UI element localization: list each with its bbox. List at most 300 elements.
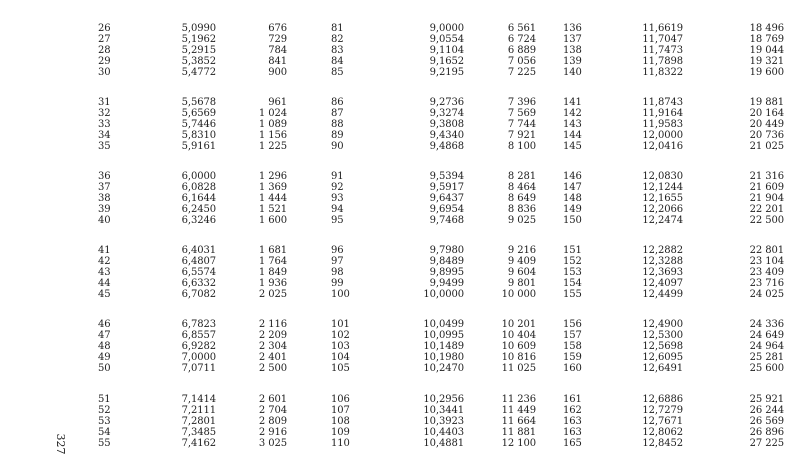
n-cell: 95 (331, 215, 344, 226)
n-cell: 107 (331, 405, 350, 416)
sqrt-cell: 6,4031 (181, 245, 216, 256)
square-cell: 1 600 (258, 215, 287, 226)
sqrt-cell: 7,0711 (181, 363, 216, 374)
n-cell: 156 (563, 319, 582, 330)
n-cell: 157 (563, 330, 582, 341)
square-cell: 24 964 (749, 341, 784, 352)
n-cell: 51 (98, 394, 111, 405)
square-cell: 23 104 (749, 256, 784, 267)
square-cell: 6 724 (507, 34, 536, 45)
sqrt-cell: 9,3274 (429, 108, 464, 119)
sqrt-cell: 6,0000 (181, 171, 216, 182)
square-cell: 7 921 (507, 130, 536, 141)
n-cell: 54 (98, 427, 111, 438)
square-cell: 7 396 (507, 97, 536, 108)
table-row (0, 278, 798, 289)
square-cell: 8 100 (507, 141, 536, 152)
square-cell: 25 921 (749, 394, 784, 405)
square-cell: 676 (268, 23, 287, 34)
sqrt-cell: 12,2882 (642, 245, 683, 256)
n-cell: 93 (331, 193, 344, 204)
sqrt-cell: 12,0416 (642, 141, 683, 152)
sqrt-cell: 12,2066 (642, 204, 683, 215)
sqrt-cell: 9,1652 (429, 56, 464, 67)
sqrt-cell: 6,3246 (181, 215, 216, 226)
n-cell: 162 (563, 405, 582, 416)
table-row (0, 245, 798, 256)
sqrt-cell: 6,1644 (181, 193, 216, 204)
n-cell: 31 (98, 97, 111, 108)
square-cell: 21 316 (749, 171, 784, 182)
n-cell: 82 (331, 34, 344, 45)
square-cell: 18 496 (749, 23, 784, 34)
sqrt-cell: 12,4900 (642, 319, 683, 330)
square-cell: 10 000 (501, 289, 536, 300)
sqrt-cell: 12,8452 (642, 438, 683, 449)
square-cell: 8 464 (507, 182, 536, 193)
sqrt-cell: 10,4881 (423, 438, 464, 449)
square-cell: 20 164 (749, 108, 784, 119)
sqrt-cell: 12,5698 (642, 341, 683, 352)
n-cell: 55 (98, 438, 111, 449)
n-cell: 100 (331, 289, 350, 300)
table-row (0, 97, 798, 108)
n-cell: 27 (98, 34, 111, 45)
sqrt-cell: 9,8995 (429, 267, 464, 278)
table-row (0, 341, 798, 352)
n-cell: 150 (563, 215, 582, 226)
square-cell: 1 089 (258, 119, 287, 130)
square-cell: 21 609 (749, 182, 784, 193)
table-row (0, 34, 798, 45)
table-row (0, 427, 798, 438)
n-cell: 155 (563, 289, 582, 300)
n-cell: 103 (331, 341, 350, 352)
table-row (0, 23, 798, 34)
n-cell: 159 (563, 352, 582, 363)
sqrt-cell: 9,9499 (429, 278, 464, 289)
square-cell: 19 044 (749, 45, 784, 56)
square-cell: 1 156 (258, 130, 287, 141)
n-cell: 147 (563, 182, 582, 193)
square-cell: 8 649 (507, 193, 536, 204)
sqrt-cell: 6,2450 (181, 204, 216, 215)
table-row (0, 193, 798, 204)
table-row (0, 67, 798, 78)
n-cell: 139 (563, 56, 582, 67)
sqrt-cell: 12,1244 (642, 182, 683, 193)
sqrt-cell: 9,3808 (429, 119, 464, 130)
sqrt-cell: 7,4162 (181, 438, 216, 449)
square-cell: 7 056 (507, 56, 536, 67)
table-row (0, 405, 798, 416)
square-cell: 9 025 (507, 215, 536, 226)
n-cell: 34 (98, 130, 111, 141)
sqrt-cell: 7,1414 (181, 394, 216, 405)
square-cell: 22 500 (749, 215, 784, 226)
sqrt-cell: 10,4403 (423, 427, 464, 438)
n-cell: 92 (331, 182, 344, 193)
sqrt-cell: 12,7671 (642, 416, 683, 427)
sqrt-cell: 9,6437 (429, 193, 464, 204)
n-cell: 151 (563, 245, 582, 256)
sqrt-cell: 5,1962 (181, 34, 216, 45)
row-group (0, 97, 798, 159)
sqrt-cell: 10,0499 (423, 319, 464, 330)
n-cell: 29 (98, 56, 111, 67)
n-cell: 42 (98, 256, 111, 267)
n-cell: 98 (331, 267, 344, 278)
square-cell: 961 (268, 97, 287, 108)
sqrt-cell: 12,8062 (642, 427, 683, 438)
sqrt-cell: 5,5678 (181, 97, 216, 108)
n-cell: 53 (98, 416, 111, 427)
table-row (0, 182, 798, 193)
square-cell: 9 604 (507, 267, 536, 278)
n-cell: 137 (563, 34, 582, 45)
square-cell: 2 916 (258, 427, 287, 438)
n-cell: 108 (331, 416, 350, 427)
sqrt-cell: 12,4097 (642, 278, 683, 289)
n-cell: 148 (563, 193, 582, 204)
n-cell: 48 (98, 341, 111, 352)
row-group (0, 171, 798, 233)
square-cell: 25 600 (749, 363, 784, 374)
sqrt-cell: 12,4499 (642, 289, 683, 300)
square-cell: 2 025 (258, 289, 287, 300)
n-cell: 39 (98, 204, 111, 215)
n-cell: 85 (331, 67, 344, 78)
sqrt-cell: 11,6619 (642, 23, 683, 34)
sqrt-cell: 6,6332 (181, 278, 216, 289)
square-cell: 841 (268, 56, 287, 67)
square-cell: 1 849 (258, 267, 287, 278)
n-cell: 106 (331, 394, 350, 405)
square-cell: 1 296 (258, 171, 287, 182)
n-cell: 144 (563, 130, 582, 141)
square-cell: 22 801 (749, 245, 784, 256)
n-cell: 96 (331, 245, 344, 256)
n-cell: 152 (563, 256, 582, 267)
square-cell: 6 889 (507, 45, 536, 56)
square-cell: 25 281 (749, 352, 784, 363)
table-row (0, 171, 798, 182)
sqrt-cell: 12,6886 (642, 394, 683, 405)
square-cell: 24 649 (749, 330, 784, 341)
square-cell: 10 816 (501, 352, 536, 363)
square-cell: 22 201 (749, 204, 784, 215)
n-cell: 163 (563, 416, 582, 427)
sqrt-cell: 12,2474 (642, 215, 683, 226)
sqrt-cell: 10,1980 (423, 352, 464, 363)
table-row (0, 45, 798, 56)
square-cell: 21 904 (749, 193, 784, 204)
n-cell: 33 (98, 119, 111, 130)
square-cell: 23 716 (749, 278, 784, 289)
n-cell: 146 (563, 171, 582, 182)
n-cell: 160 (563, 363, 582, 374)
n-cell: 40 (98, 215, 111, 226)
square-cell: 1 764 (258, 256, 287, 267)
n-cell: 154 (563, 278, 582, 289)
n-cell: 104 (331, 352, 350, 363)
square-cell: 18 769 (749, 34, 784, 45)
sqrt-cell: 10,1489 (423, 341, 464, 352)
sqrt-cell: 10,2956 (423, 394, 464, 405)
square-cell: 2 209 (258, 330, 287, 341)
sqrt-cell: 12,0000 (642, 130, 683, 141)
square-cell: 11 236 (501, 394, 536, 405)
n-cell: 163 (563, 427, 582, 438)
sqrt-cell: 9,0000 (429, 23, 464, 34)
n-cell: 28 (98, 45, 111, 56)
sqrt-cell: 7,2111 (181, 405, 216, 416)
square-cell: 21 025 (749, 141, 784, 152)
n-cell: 140 (563, 67, 582, 78)
sqrt-cell: 11,8322 (642, 67, 683, 78)
sqrt-cell: 12,1655 (642, 193, 683, 204)
row-group (0, 319, 798, 381)
sqrt-cell: 6,7823 (181, 319, 216, 330)
square-cell: 7 744 (507, 119, 536, 130)
n-cell: 87 (331, 108, 344, 119)
table-row (0, 319, 798, 330)
square-cell: 1 024 (258, 108, 287, 119)
n-cell: 30 (98, 67, 111, 78)
sqrt-cell: 5,6569 (181, 108, 216, 119)
n-cell: 38 (98, 193, 111, 204)
row-group (0, 23, 798, 85)
sqrt-cell: 6,9282 (181, 341, 216, 352)
sqrt-cell: 12,3693 (642, 267, 683, 278)
n-cell: 84 (331, 56, 344, 67)
n-cell: 101 (331, 319, 350, 330)
sqrt-cell: 9,2195 (429, 67, 464, 78)
n-cell: 32 (98, 108, 111, 119)
n-cell: 83 (331, 45, 344, 56)
sqrt-cell: 12,0830 (642, 171, 683, 182)
n-cell: 161 (563, 394, 582, 405)
square-cell: 11 664 (501, 416, 536, 427)
square-cell: 10 404 (501, 330, 536, 341)
square-cell: 2 809 (258, 416, 287, 427)
n-cell: 110 (331, 438, 350, 449)
square-cell: 6 561 (507, 23, 536, 34)
table-row (0, 204, 798, 215)
sqrt-cell: 7,3485 (181, 427, 216, 438)
square-cell: 2 116 (258, 319, 287, 330)
table-row (0, 330, 798, 341)
sqrt-cell: 11,9583 (642, 119, 683, 130)
square-cell: 1 444 (258, 193, 287, 204)
sqrt-cell: 6,5574 (181, 267, 216, 278)
n-cell: 88 (331, 119, 344, 130)
n-cell: 36 (98, 171, 111, 182)
n-cell: 149 (563, 204, 582, 215)
sqrt-cell: 5,3852 (181, 56, 216, 67)
sqrt-cell: 11,7473 (642, 45, 683, 56)
sqrt-cell: 9,4868 (429, 141, 464, 152)
table-row (0, 289, 798, 300)
sqrt-cell: 11,7898 (642, 56, 683, 67)
sqrt-cell: 7,2801 (181, 416, 216, 427)
sqrt-cell: 12,5300 (642, 330, 683, 341)
n-cell: 89 (331, 130, 344, 141)
n-cell: 158 (563, 341, 582, 352)
square-cell: 2 304 (258, 341, 287, 352)
row-group (0, 394, 798, 456)
n-cell: 145 (563, 141, 582, 152)
sqrt-cell: 10,3923 (423, 416, 464, 427)
sqrt-cell: 9,6954 (429, 204, 464, 215)
n-cell: 109 (331, 427, 350, 438)
table-row (0, 256, 798, 267)
table-row (0, 363, 798, 374)
sqrt-cell: 10,0000 (423, 289, 464, 300)
sqrt-cell: 10,0995 (423, 330, 464, 341)
row-group (0, 245, 798, 307)
n-cell: 99 (331, 278, 344, 289)
sqrt-cell: 9,7980 (429, 245, 464, 256)
square-cell: 1 936 (258, 278, 287, 289)
square-cell: 900 (268, 67, 287, 78)
n-cell: 49 (98, 352, 111, 363)
sqrt-cell: 5,8310 (181, 130, 216, 141)
sqrt-cell: 9,7468 (429, 215, 464, 226)
square-cell: 19 881 (749, 97, 784, 108)
n-cell: 43 (98, 267, 111, 278)
sqrt-cell: 11,9164 (642, 108, 683, 119)
square-cell: 26 896 (749, 427, 784, 438)
sqrt-cell: 5,0990 (181, 23, 216, 34)
n-cell: 46 (98, 319, 111, 330)
sqrt-cell: 6,0828 (181, 182, 216, 193)
n-cell: 94 (331, 204, 344, 215)
square-cell: 23 409 (749, 267, 784, 278)
sqrt-cell: 9,4340 (429, 130, 464, 141)
table-row (0, 108, 798, 119)
n-cell: 47 (98, 330, 111, 341)
square-cell: 1 681 (258, 245, 287, 256)
sqrt-cell: 9,5917 (429, 182, 464, 193)
square-cell: 20 736 (749, 130, 784, 141)
square-cell: 26 244 (749, 405, 784, 416)
square-cell: 19 600 (749, 67, 784, 78)
square-cell: 10 201 (501, 319, 536, 330)
sqrt-cell: 12,6491 (642, 363, 683, 374)
n-cell: 153 (563, 267, 582, 278)
n-cell: 105 (331, 363, 350, 374)
table-row (0, 119, 798, 130)
n-cell: 141 (563, 97, 582, 108)
square-cell: 11 881 (501, 427, 536, 438)
square-cell: 24 336 (749, 319, 784, 330)
square-cell: 9 409 (507, 256, 536, 267)
n-cell: 138 (563, 45, 582, 56)
n-cell: 142 (563, 108, 582, 119)
table-row (0, 352, 798, 363)
square-cell: 2 601 (258, 394, 287, 405)
sqrt-cell: 10,2470 (423, 363, 464, 374)
square-cell: 2 401 (258, 352, 287, 363)
sqrt-cell: 9,0554 (429, 34, 464, 45)
n-cell: 52 (98, 405, 111, 416)
square-cell: 19 321 (749, 56, 784, 67)
sqrt-cell: 12,6095 (642, 352, 683, 363)
square-cell: 7 569 (507, 108, 536, 119)
square-cell: 20 449 (749, 119, 784, 130)
square-cell: 12 100 (501, 438, 536, 449)
square-cell: 10 609 (501, 341, 536, 352)
square-cell: 9 216 (507, 245, 536, 256)
square-cell: 11 025 (501, 363, 536, 374)
sqrt-cell: 9,8489 (429, 256, 464, 267)
square-cell: 1 225 (258, 141, 287, 152)
table-row (0, 215, 798, 226)
sqrt-cell: 6,7082 (181, 289, 216, 300)
square-cell: 8 281 (507, 171, 536, 182)
n-cell: 91 (331, 171, 344, 182)
table-row (0, 267, 798, 278)
sqrt-cell: 7,0000 (181, 352, 216, 363)
square-cell: 2 500 (258, 363, 287, 374)
n-cell: 37 (98, 182, 111, 193)
table-row (0, 394, 798, 405)
sqrt-cell: 9,1104 (429, 45, 464, 56)
square-cell: 9 801 (507, 278, 536, 289)
n-cell: 102 (331, 330, 350, 341)
sqrt-cell: 12,7279 (642, 405, 683, 416)
table-row (0, 141, 798, 152)
square-cell: 784 (268, 45, 287, 56)
n-cell: 86 (331, 97, 344, 108)
table-row (0, 130, 798, 141)
n-cell: 44 (98, 278, 111, 289)
n-cell: 136 (563, 23, 582, 34)
sqrt-cell: 9,2736 (429, 97, 464, 108)
sqrt-cell: 11,8743 (642, 97, 683, 108)
square-cell: 729 (268, 34, 287, 45)
square-cell: 11 449 (501, 405, 536, 416)
square-cell: 3 025 (258, 438, 287, 449)
n-cell: 35 (98, 141, 111, 152)
sqrt-cell: 9,5394 (429, 171, 464, 182)
table-row (0, 56, 798, 67)
table-row (0, 416, 798, 427)
sqrt-cell: 6,8557 (181, 330, 216, 341)
sqrt-cell: 5,2915 (181, 45, 216, 56)
n-cell: 165 (563, 438, 582, 449)
n-cell: 26 (98, 23, 111, 34)
n-cell: 143 (563, 119, 582, 130)
square-cell: 26 569 (749, 416, 784, 427)
square-cell: 27 225 (749, 438, 784, 449)
table-row (0, 438, 798, 449)
sqrt-cell: 12,3288 (642, 256, 683, 267)
square-cell: 7 225 (507, 67, 536, 78)
n-cell: 90 (331, 141, 344, 152)
sqrt-cell: 5,4772 (181, 67, 216, 78)
sqrt-cell: 11,7047 (642, 34, 683, 45)
n-cell: 45 (98, 289, 111, 300)
square-cell: 2 704 (258, 405, 287, 416)
sqrt-cell: 6,4807 (181, 256, 216, 267)
square-cell: 24 025 (749, 289, 784, 300)
sqrt-cell: 5,9161 (181, 141, 216, 152)
square-cell: 1 369 (258, 182, 287, 193)
square-cell: 1 521 (258, 204, 287, 215)
page-number: 327 (54, 433, 67, 455)
